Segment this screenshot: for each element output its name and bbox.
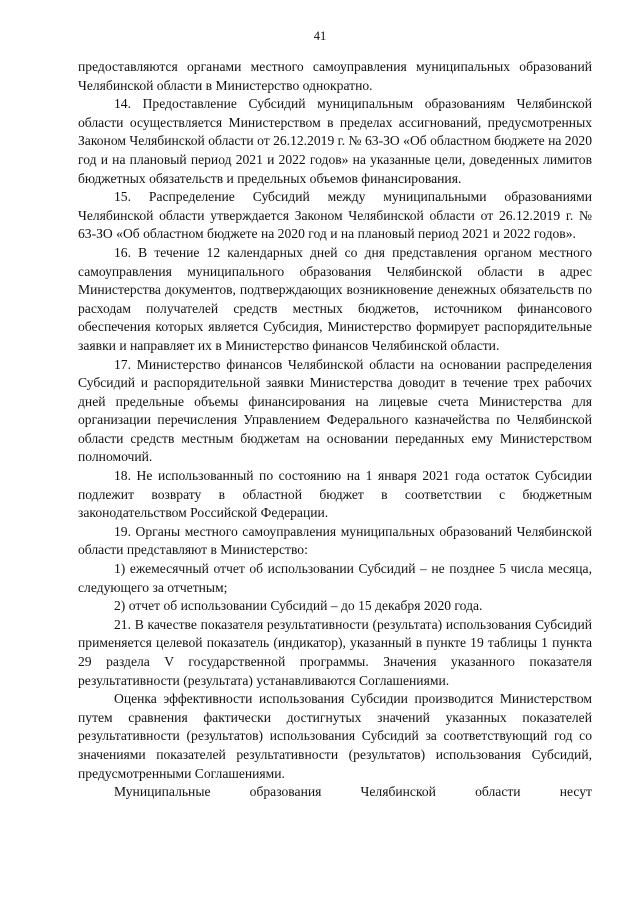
- paragraph: Муниципальные образования Челябинской области несут: [114, 784, 592, 800]
- paragraph: 14. Предоставление Субсидий муниципальным образованиям Челябинской области осуществляется Министерством в пределах ассигнований, предусмотренных Законом Челябинской области от 26.12.2019 г. № 63-ЗО «Об областном бюджете на 2020 год и на плановый период 2021 и 2022 годов» на указанные цели, доведенных лимитов бюджетных обязательств и предельных объемов финансирования.: [78, 96, 592, 186]
- paragraph: 16. В течение 12 календарных дней со дня представления органом местного самоуправления муниципального образования Челябинской области в адрес Министерства документов, подтверждающих возникновение денежных обязательств по расходам получателей средств местных бюджетов, источником финансового обеспечения которых является Субсидия, Министерство формирует распорядительные заявки и направляет их в Министерство финансов Челябинской области.: [78, 244, 592, 353]
- paragraph: 19. Органы местного самоуправления муниципальных образований Челябинской области представляют в Министерство:: [78, 523, 592, 558]
- paragraph: 15. Распределение Субсидий между муниципальными образованиями Челябинской области утверждается Законом Челябинской области от 26.12.2019 г. № 63-ЗО «Об областном бюджете на 2020 год и на плановый период 2021 и 2022 годов».: [78, 189, 592, 242]
- paragraph: 1) ежемесячный отчет об использовании Субсидий – не позднее 5 числа месяца, следующего за отчетным;: [78, 561, 592, 595]
- page-number: 41: [313, 29, 327, 43]
- paragraph: 2) отчет об использовании Субсидий – до 15 декабря 2020 года.: [114, 598, 483, 614]
- document-body: [78, 58, 592, 802]
- paragraph: 21. В качестве показателя результативности (результата) использования Субсидий применяется целевой показатель (индикатор), указанный в пункте 19 таблицы 1 пункта 29 раздела V государственной программы. Значения указанного показателя результативности (результата) устанавливаются Соглашениями.: [78, 616, 592, 688]
- paragraph: 17. Министерство финансов Челябинской области на основании распределения Субсидий и распорядительной заявки Министерства доводит в течение трех рабочих дней предельные объемы финансирования на лицевые счета Министерства для организации перечисления Управлением Федерального казначейства по Челябинской области средств местным бюджетам на основании переданных ему Министерством полномочий.: [78, 356, 592, 465]
- paragraph: 18. Не использованный по состоянию на 1 января 2021 года остаток Субсидии подлежит возврату в областной бюджет в соответствии с бюджетным законодательством Российской Федерации.: [78, 468, 592, 521]
- paragraph: предоставляются органами местного самоуправления муниципальных образований Челябинской области в Министерство однократно.: [78, 59, 592, 93]
- paragraph: Оценка эффективности использования Субсидии производится Министерством путем сравнения фактически достигнутых значений указанных показателей результативности (результатов) использования Субсидий за соответствующий год со значениями показателей результативности (результатов) использования Субсидий, предусмотренными Соглашениями.: [78, 691, 592, 781]
